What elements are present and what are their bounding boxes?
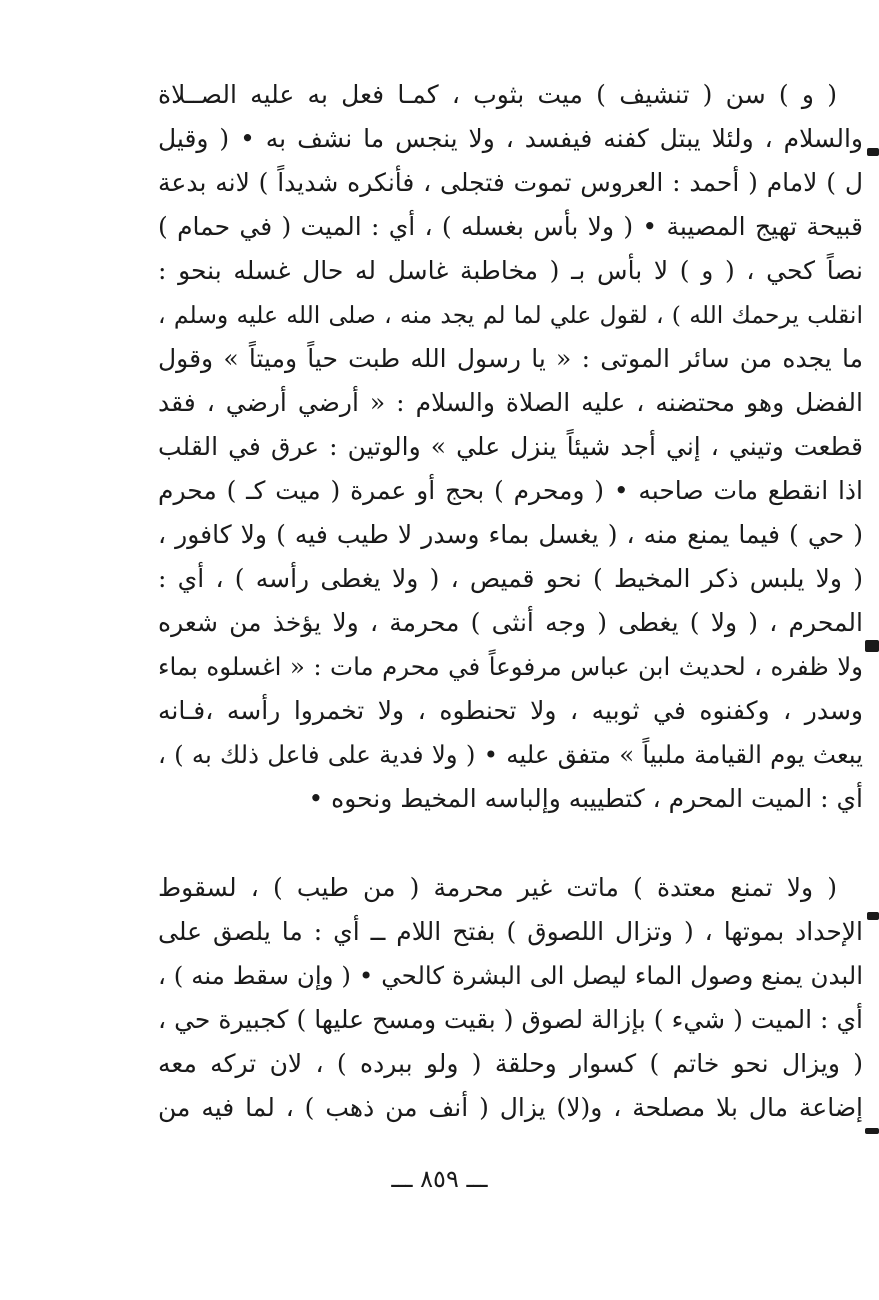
text-line: ل ) لامام ( أحمد : العروس تموت فتجلى ، فأنكره شديداً ) لانه بدعة <box>158 168 863 197</box>
text-line: والسلام ، ولئلا يبتل كفنه فيفسد ، ولا ينجس ما نشف به • ( وقيل <box>158 124 863 153</box>
text-line: الإحداد بموتها ، ( وتزال اللصوق ) بفتح اللام ــ أي : ما يلصق على <box>158 917 863 946</box>
text-line: ( ولا تمنع معتدة ) ماتت غير محرمة ( من طيب ) ، لسقوط <box>158 873 837 902</box>
text-line: الفضل وهو محتضنه ، عليه الصلاة والسلام : « أرضي أرضي ، فقد <box>158 388 863 417</box>
text-line: ( ولا يلبس ذكر المخيط ) نحو قميص ، ( ولا يغطى رأسه ) ، أي : <box>158 564 863 593</box>
text-line: وسدر ، وكفنوه في ثوبيه ، ولا تحنطوه ، ولا تخمروا رأسه ،فـانه <box>158 696 863 725</box>
margin-mark <box>865 640 879 652</box>
text-line: ( ويزال نحو خاتم ) كسوار وحلقة ( ولو ببرده ) ، لان تركه معه <box>158 1049 863 1078</box>
text-line: ( حي ) فيما يمنع منه ، ( يغسل بماء وسدر لا طيب فيه ) ولا كافور ، <box>158 520 863 549</box>
paragraph-1 <box>158 73 863 821</box>
page-number: ـــ ٨٥٩ ـــ <box>391 1165 488 1193</box>
text-line: أي : الميت ( شيء ) بإزالة لصوق ( بقيت ومسح عليها ) كجبيرة حي ، <box>158 1005 863 1034</box>
text-line: المحرم ، ( ولا ) يغطى ( وجه أنثى ) محرمة ، ولا يؤخذ من شعره <box>158 608 863 637</box>
text-line: قبيحة تهيج المصيبة • ( ولا بأس بغسله ) ، أي : الميت ( في حمام ) <box>158 212 863 241</box>
text-line: نصاً كحي ، ( و ) لا بأس بـ ( مخاطبة غاسل له حال غسله بنحو : <box>158 256 863 285</box>
text-line: يبعث يوم القيامة ملبياً » متفق عليه • ( ولا فدية على فاعل ذلك به ) ، <box>158 740 863 769</box>
text-line: البدن يمنع وصول الماء ليصل الى البشرة كالحي • ( وإن سقط منه ) ، <box>158 961 863 990</box>
text-line: انقلب يرحمك الله ) ، لقول علي لما لم يجد منه ، صلى الله عليه وسلم ، <box>158 301 863 329</box>
text-line: ولا ظفره ، لحديث ابن عباس مرفوعاً في محرم مات : « اغسلوه بماء <box>158 652 863 681</box>
margin-mark <box>867 912 879 920</box>
text-line: اذا انقطع مات صاحبه • ( ومحرم ) بحج أو عمرة ( ميت كـ ) محرم <box>158 476 863 505</box>
margin-mark <box>867 148 879 156</box>
text-line: ( و ) سن ( تنشيف ) ميت بثوب ، كمـا فعل به عليه الصــلاة <box>158 80 837 109</box>
margin-mark <box>865 1128 879 1134</box>
text-line: أي : الميت المحرم ، كتطييبه وإلباسه المخيط ونحوه • <box>308 784 863 813</box>
text-line: قطعت وتيني ، إني أجد شيئاً ينزل علي » والوتين : عرق في القلب <box>158 432 863 461</box>
paragraph-2 <box>158 866 863 1130</box>
text-line: إضاعة مال بلا مصلحة ، و(لا) يزال ( أنف من ذهب ) ، لما فيه من <box>158 1093 863 1122</box>
text-line: ما يجده من سائر الموتى : « يا رسول الله طبت حياً وميتاً » وقول <box>158 344 863 373</box>
